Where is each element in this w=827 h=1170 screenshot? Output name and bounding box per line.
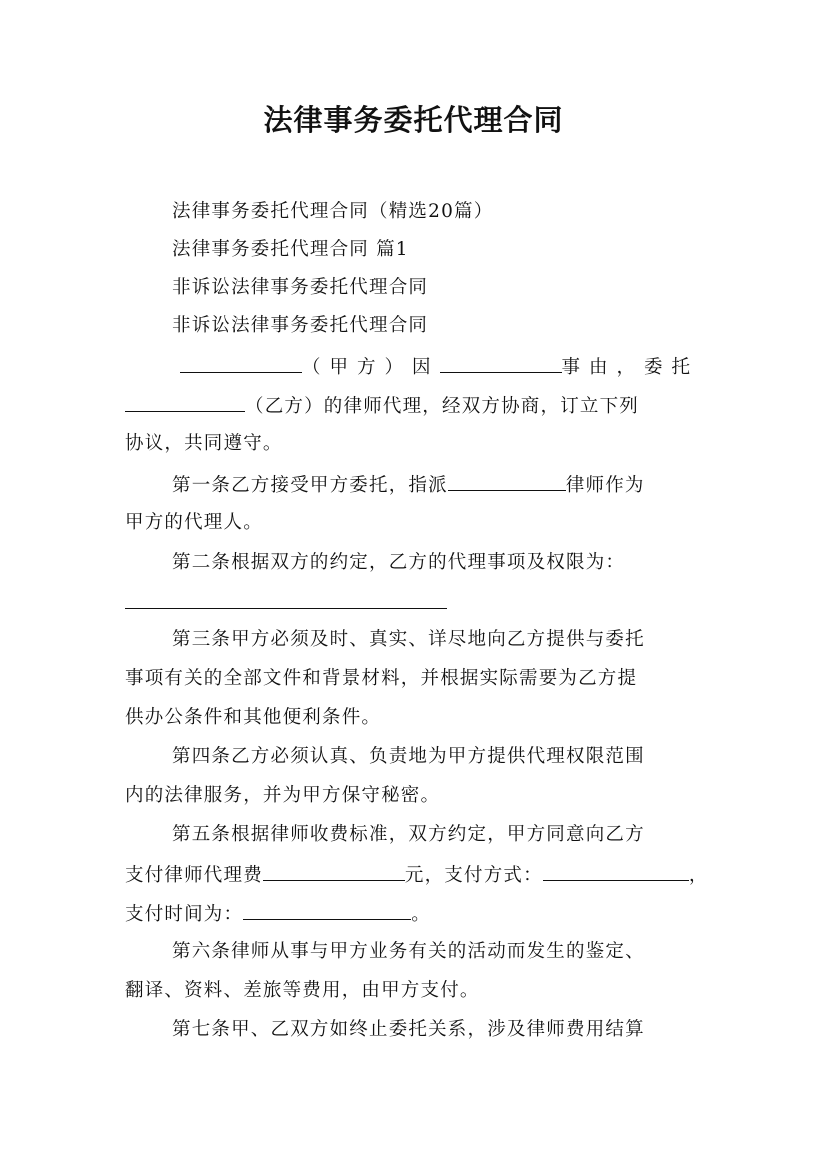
paragraph-line: 第一条乙方接受甲方委托，指派 律师作为	[172, 472, 645, 498]
paragraph-line: 第三条甲方必须及时、真实、详尽地向乙方提供与委托	[172, 629, 645, 650]
contract-name-line: 非诉讼法律事务委托代理合同	[172, 277, 429, 298]
paragraph-line: （乙方）的律师代理，经双方协商，订立下列	[125, 393, 639, 419]
paragraph-line: 第七条甲、乙双方如终止委托关系，涉及律师费用结算	[172, 1019, 645, 1040]
blank-authority	[125, 590, 447, 609]
paragraph-line: 第四条乙方必须认真、负责地为甲方提供代理权限范围	[172, 746, 645, 767]
subtitle-line: 法律事务委托代理合同（精选20篇）	[172, 201, 494, 222]
paragraph-line: （甲方）因 事由，委托	[180, 354, 699, 380]
blank-party-a	[180, 354, 302, 373]
paragraph-line: 翻译、资料、差旅等费用，由甲方支付。	[125, 980, 480, 1001]
paragraph-line: 内的法律服务，并为甲方保守秘密。	[125, 785, 441, 806]
paragraph-line	[125, 590, 447, 616]
blank-lawyer	[448, 472, 566, 491]
paragraph-line: 甲方的代理人。	[125, 512, 263, 533]
blank-party-b	[125, 393, 245, 412]
paragraph-line: 支付时间为： 。	[125, 901, 431, 927]
contract-name-line: 非诉讼法律事务委托代理合同	[172, 315, 429, 336]
section-heading: 法律事务委托代理合同 篇1	[172, 239, 409, 260]
blank-matter	[440, 354, 562, 373]
document-title: 法律事务委托代理合同	[263, 103, 564, 137]
paragraph-line: 第六条律师从事与甲方业务有关的活动而发生的鉴定、	[172, 941, 645, 962]
paragraph-line: 支付律师代理费 元，支付方式： ，	[125, 862, 709, 888]
blank-fee	[263, 862, 405, 881]
paragraph-line: 事项有关的全部文件和背景材料，并根据实际需要为乙方提	[125, 668, 638, 689]
blank-payment-time	[243, 901, 411, 920]
paragraph-line: 供办公条件和其他便利条件。	[125, 707, 382, 728]
blank-payment-method	[543, 862, 689, 881]
paragraph-line: 协议，共同遵守。	[125, 433, 283, 454]
paragraph-line: 第五条根据律师收费标准，双方约定，甲方同意向乙方	[172, 824, 645, 845]
paragraph-line: 第二条根据双方的约定，乙方的代理事项及权限为：	[172, 552, 626, 573]
